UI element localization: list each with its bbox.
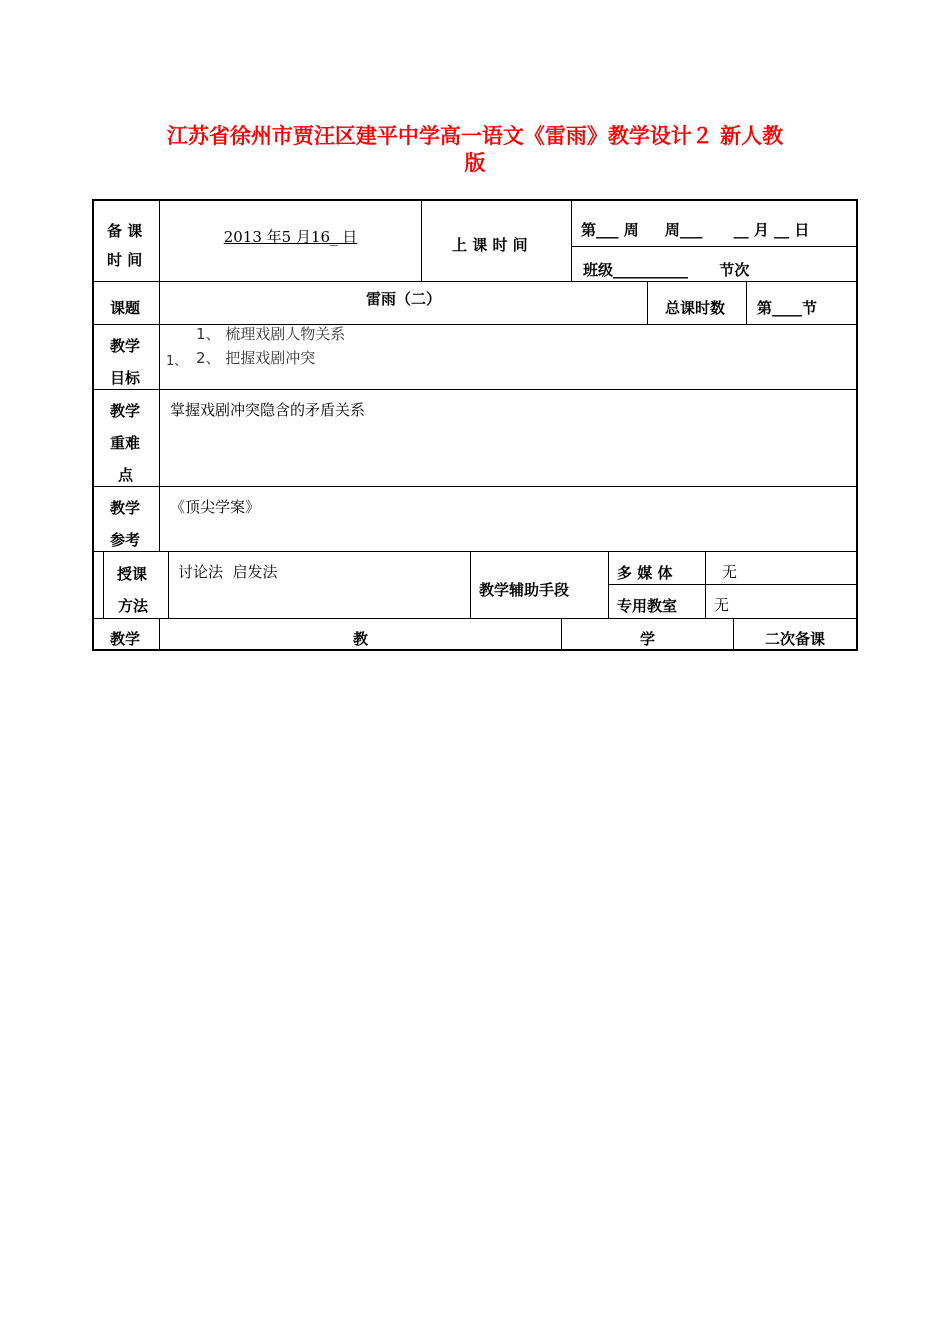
week-date-field: 第___ 周 周___ __ 月 __ 日	[581, 221, 810, 239]
teaching-method: 讨论法 启发法	[178, 563, 278, 581]
key-points-label-3: 点	[118, 466, 134, 484]
learn-column-header: 学	[639, 630, 655, 648]
prep-date: 2013 年5 月16_ 日	[223, 228, 358, 246]
lesson-topic: 雷雨（二）	[365, 290, 441, 308]
reference-content: 《顶尖学案》	[170, 498, 261, 516]
teaching-goal-1: 1、 梳理戏剧人物关系	[196, 325, 346, 343]
total-hours-label: 总课时数	[665, 299, 726, 317]
teaching-aids-label: 教学辅助手段	[479, 581, 570, 599]
goals-label-top: 教学	[110, 337, 141, 355]
document-title	[120, 122, 830, 176]
special-room-value: 无	[714, 596, 730, 614]
title-line-2: 版	[464, 150, 486, 175]
reference-label-bottom: 参考	[110, 531, 141, 549]
key-points-content: 掌握戏剧冲突隐含的矛盾关系	[170, 401, 366, 419]
goals-label-bottom: 目标	[110, 369, 141, 387]
reference-label-top: 教学	[110, 499, 141, 517]
method-label-top: 授课	[117, 565, 148, 583]
prep-time-label-top: 备 课	[107, 222, 143, 240]
section-number-field: 第____节	[757, 299, 818, 317]
teaching-goal-2: 2、 把握戏剧冲突	[196, 349, 316, 367]
class-period-field: 班级__________ 节次	[583, 261, 750, 279]
prep-time-label-bottom: 时 间	[107, 251, 143, 269]
title-line-1: 江苏省徐州市贾汪区建平中学高一语文《雷雨》教学设计２ 新人教	[166, 123, 784, 148]
second-prep-column-header: 二次备课	[764, 630, 825, 648]
key-points-label-1: 教学	[110, 402, 141, 420]
teaching-header: 教学	[110, 630, 141, 648]
teaching-goal-2-prefix: 1、	[166, 354, 188, 369]
teach-column-header: 教	[352, 630, 368, 648]
special-room-label: 专用教室	[617, 597, 678, 615]
multimedia-value: 无	[722, 563, 738, 581]
method-label-bottom: 方法	[118, 597, 149, 615]
multimedia-label: 多 媒 体	[617, 564, 673, 582]
topic-label: 课题	[110, 299, 141, 317]
class-time-label: 上 课 时 间	[452, 236, 528, 254]
key-points-label-2: 重难	[110, 434, 141, 452]
